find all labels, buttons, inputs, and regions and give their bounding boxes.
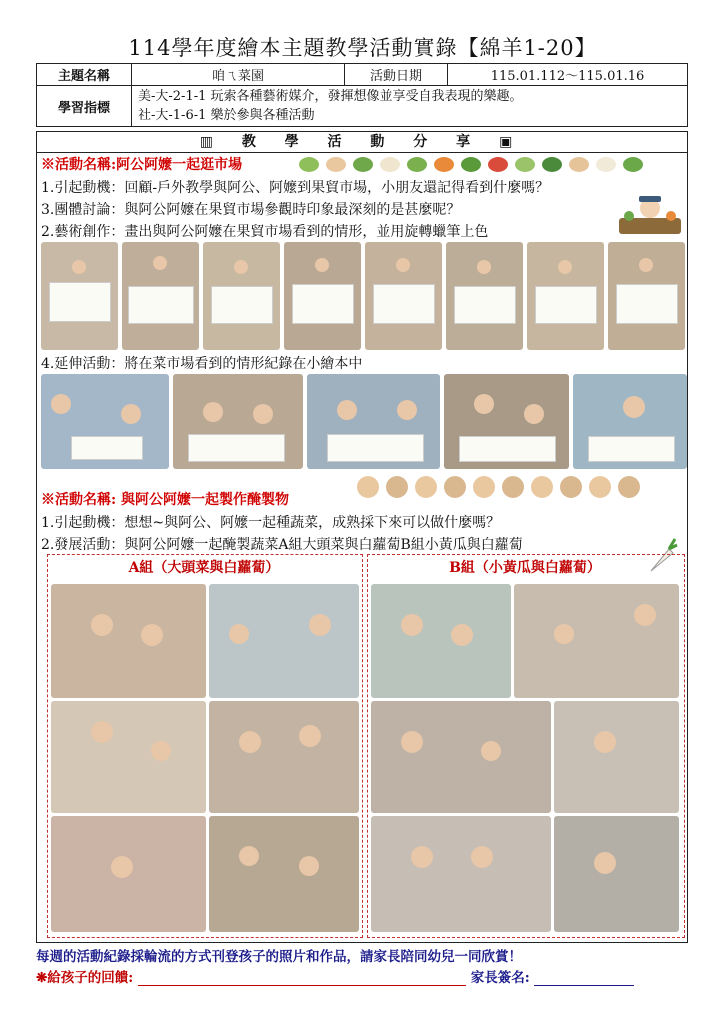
classroom-photo [41,374,169,469]
pickling-photo [371,701,551,813]
footer-feedback-row [36,966,634,986]
date-value: 115.01.112～115.01.16 [448,64,688,86]
indicator-label: 學習指標 [37,86,132,127]
pickling-photo [514,584,679,698]
child-drawing-photo [608,242,685,350]
picture-book-photos-row [41,374,687,469]
classroom-photo [307,374,440,469]
group-b-title: B組（小黃瓜與白蘿蔔） [449,560,601,576]
activity2-step-2: 2.發展活動：與阿公阿嬤一起醃製蔬菜A組大頭菜與白蘿蔔B組小黃瓜與白蘿蔔 [41,537,523,553]
drawing-photos-row [41,242,685,350]
indicator-1: 美-大-2-1-1 玩索各種藝術媒介，發揮想像並享受自我表現的樂趣。 [138,89,523,104]
page-title: 114學年度繪本主題教學活動實錄【綿羊1-20】 [128,36,597,60]
pickling-photo [209,701,359,813]
share-title: ▥ 教 學 活 動 分 享 ▣ [37,132,687,153]
grandparent-vegetable-icon [357,476,640,498]
pickling-photo [554,701,679,813]
vegetable-decoration-icon [299,157,643,172]
market-mascot-icon [617,194,683,238]
group-a-title: A組（大頭菜與白蘿蔔） [128,560,280,576]
feedback-line[interactable] [138,971,466,986]
pickling-photo [209,584,359,698]
pickling-photo [554,816,679,932]
child-drawing-photo [527,242,604,350]
picture-icon: ▣ [499,134,525,150]
child-drawing-photo [446,242,523,350]
date-label: 活動日期 [345,64,448,86]
activity1-extension: 4.延伸活動：將在菜市場看到的情形紀錄在小繪本中 [41,356,363,372]
child-drawing-photo [122,242,199,350]
activity1-step-2: 2.藝術創作：畫出與阿公阿嬤在果貿市場看到的情形，並用旋轉蠟筆上色 [41,224,489,240]
signature-label: 家長簽名: [470,970,530,986]
child-drawing-photo [365,242,442,350]
classroom-photo [573,374,687,469]
footer-note: 每週的活動紀錄採輪流的方式刊登孩子的照片和作品，請家長陪同幼兒一同欣賞！ [36,949,522,965]
activity1-name: ※活動名稱:阿公阿嬤一起逛市場 [41,157,243,173]
activity2-step-1: 1.引起動機：想想~與阿公、阿嬤一起種蔬菜，成熟採下來可以做什麼嗎？ [41,515,501,531]
classroom-photo [173,374,303,469]
bar-chart-icon: ▥ [199,134,225,150]
pickling-photo [51,584,206,698]
pickling-photo [371,584,511,698]
child-drawing-photo [41,242,118,350]
child-drawing-photo [284,242,361,350]
signature-line[interactable] [534,971,634,986]
pickling-photo [209,816,359,932]
activity1-step-1: 1.引起動機：回顧-戶外教學與阿公、阿嬤到果貿市場，小朋友還記得看到什麼嗎？ [41,180,550,196]
activity1-step-3: 3.團體討論：與阿公阿嬤在果貿市場參觀時印象最深刻的是甚麼呢？ [41,202,461,218]
theme-value: 咱ㄟ菜園 [132,64,345,86]
feedback-label: ❋給孩子的回饋: [36,970,134,986]
child-drawing-photo [203,242,280,350]
pickling-photo [51,816,206,932]
pickling-photo [51,701,206,813]
info-table [36,63,688,127]
activity-box [36,131,688,943]
indicator-2: 社-大-1-6-1 樂於參與各種活動 [138,108,315,123]
activity2-name: ※活動名稱: 與阿公阿嬤一起製作醃製物 [41,492,290,508]
classroom-photo [444,374,569,469]
theme-label: 主題名稱 [37,64,132,86]
pickling-photo [371,816,551,932]
